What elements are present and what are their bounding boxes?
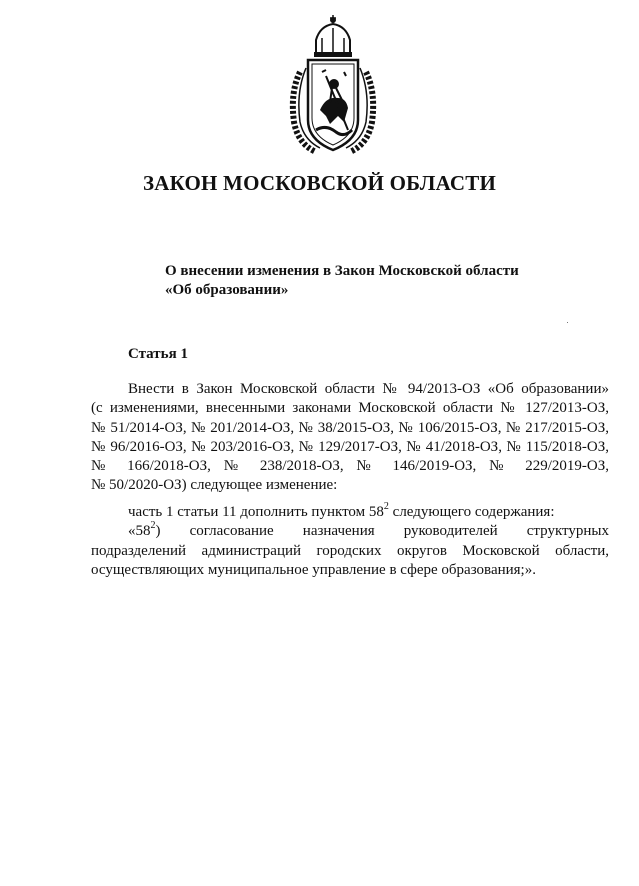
article-heading: Статья 1 xyxy=(128,346,188,362)
amendment-item-line-3: осуществляющих муниципальное управление в сфере образования;». xyxy=(91,561,536,578)
subtitle-line-2: «Об образовании» xyxy=(165,282,289,298)
paragraph-line: № 96/2016-ОЗ, № 203/2016-ОЗ, № 129/2017-ОЗ, № 41/2018-ОЗ, № 115/2018-ОЗ, xyxy=(91,438,609,455)
paragraph-line: (с изменениями, внесенными законами Московской области № 127/2013-ОЗ, xyxy=(91,400,609,417)
coat-of-arms-icon xyxy=(286,12,380,162)
paragraph-line: № 51/2014-ОЗ, № 201/2014-ОЗ, № 38/2015-ОЗ, № 106/2015-ОЗ, № 217/2015-ОЗ, xyxy=(91,419,609,436)
paragraph-line: № 166/2018-ОЗ, № 238/2018-ОЗ, № 146/2019-ОЗ, № 229/2019-ОЗ, xyxy=(91,458,609,475)
subtitle-line-1: О внесении изменения в Закон Московской области xyxy=(165,263,519,279)
law-subtitle xyxy=(165,262,519,300)
article-paragraph-2 xyxy=(91,503,609,580)
paragraph-line: Внести в Закон Московской области № 94/2013-ОЗ «Об образовании» xyxy=(128,381,609,397)
amendment-intro: часть 1 статьи 11 дополнить пунктом $58^2$ следующего содержания: xyxy=(128,501,555,520)
law-title: ЗАКОН МОСКОВСКОЙ ОБЛАСТИ xyxy=(142,171,497,195)
paragraph-line: № 50/2020-ОЗ) следующее изменение: xyxy=(91,477,338,494)
scan-speck xyxy=(567,322,568,323)
amendment-item-line-1: «$58^2$) согласование назначения руководителей структурных xyxy=(128,520,609,540)
amendment-item-line-2: подразделений администраций городских округов Московской области, xyxy=(91,542,609,559)
article-paragraph-1 xyxy=(91,380,609,496)
